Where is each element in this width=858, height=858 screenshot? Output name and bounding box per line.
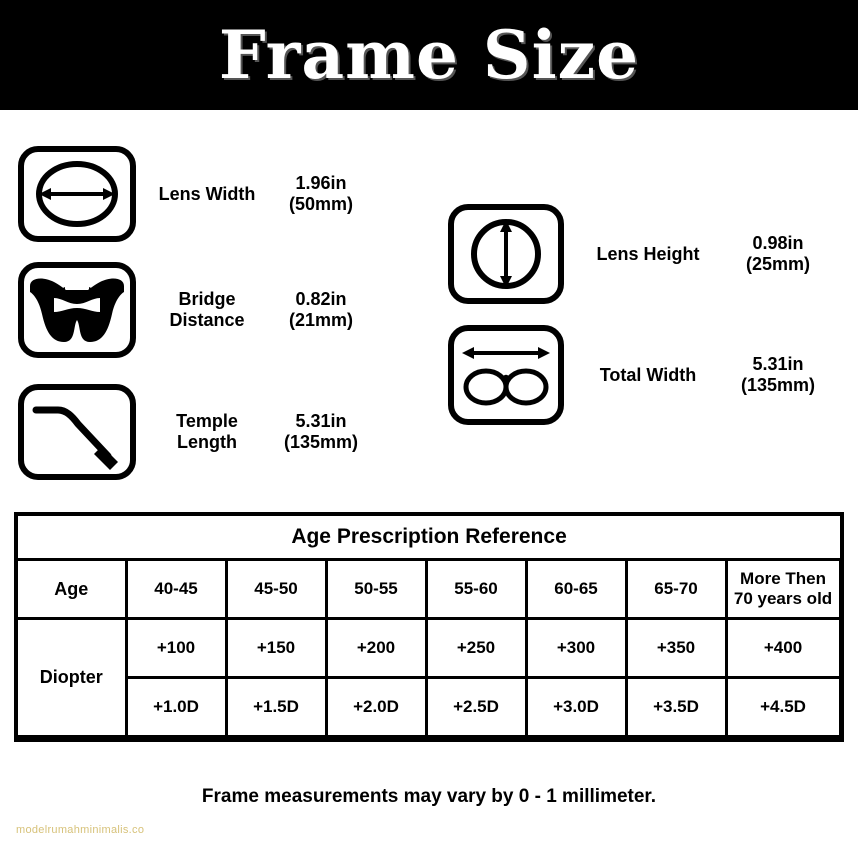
row-header-diopter: Diopter [18,619,126,737]
table-cell: +3.5D [626,678,726,737]
lens-width-value: 1.96in (50mm) [288,173,354,214]
temple-length-value: 5.31in (135mm) [283,411,359,452]
lens-height-icon-box [448,204,564,304]
lens-height-icon [454,210,558,298]
measurement-lens-width [18,146,376,242]
table-row-diopter-d [18,678,840,737]
lens-height-value: 0.98in (25mm) [745,233,811,274]
table-cell: +150 [226,619,326,678]
measurement-lens-height [448,204,838,304]
table-cell: 40-45 [126,560,226,619]
table-cell: 45-50 [226,560,326,619]
table-title-row [18,516,840,560]
lens-height-label: Lens Height [596,243,700,264]
lens-width-icon-box [18,146,136,242]
table-cell: 60-65 [526,560,626,619]
page-title: Frame Size [218,16,640,94]
total-width-label: Total Width [599,364,697,385]
table-cell: More Then 70 years old [726,560,840,619]
age-prescription-table [14,512,844,742]
table-row-diopter-power [18,619,840,678]
bridge-distance-icon [24,268,130,352]
total-width-icon [454,331,558,419]
total-width-value: 5.31in (135mm) [740,354,816,395]
table-cell: +350 [626,619,726,678]
bridge-distance-value: 0.82in (21mm) [288,289,354,330]
footer-note: Frame measurements may vary by 0 - 1 millimeter. [201,786,657,807]
table-title: Age Prescription Reference [18,516,840,560]
watermark: modelrumahminimalis.co [16,824,145,836]
table-row-age [18,560,840,619]
temple-length-icon [24,390,130,474]
temple-length-label: Temple Length [176,411,238,452]
table-cell: 65-70 [626,560,726,619]
measurement-bridge-distance [18,262,376,358]
measurement-temple-length [18,384,376,480]
table-cell: +3.0D [526,678,626,737]
table-cell: +2.0D [326,678,426,737]
table-cell: +2.5D [426,678,526,737]
table-cell: +250 [426,619,526,678]
temple-length-icon-box [18,384,136,480]
table-cell: 50-55 [326,560,426,619]
bridge-distance-label: Bridge Distance [169,289,245,330]
table-cell: +1.0D [126,678,226,737]
lens-width-label: Lens Width [158,183,256,204]
bridge-distance-icon-box [18,262,136,358]
table-cell: +400 [726,619,840,678]
table-cell: +1.5D [226,678,326,737]
header-bar [0,0,858,110]
table-cell: +300 [526,619,626,678]
lens-width-icon [24,152,130,236]
measurement-total-width [448,325,838,425]
row-header-age: Age [18,560,126,619]
table-cell: +200 [326,619,426,678]
table-cell: 55-60 [426,560,526,619]
table-cell: +100 [126,619,226,678]
total-width-icon-box [448,325,564,425]
table-cell: +4.5D [726,678,840,737]
